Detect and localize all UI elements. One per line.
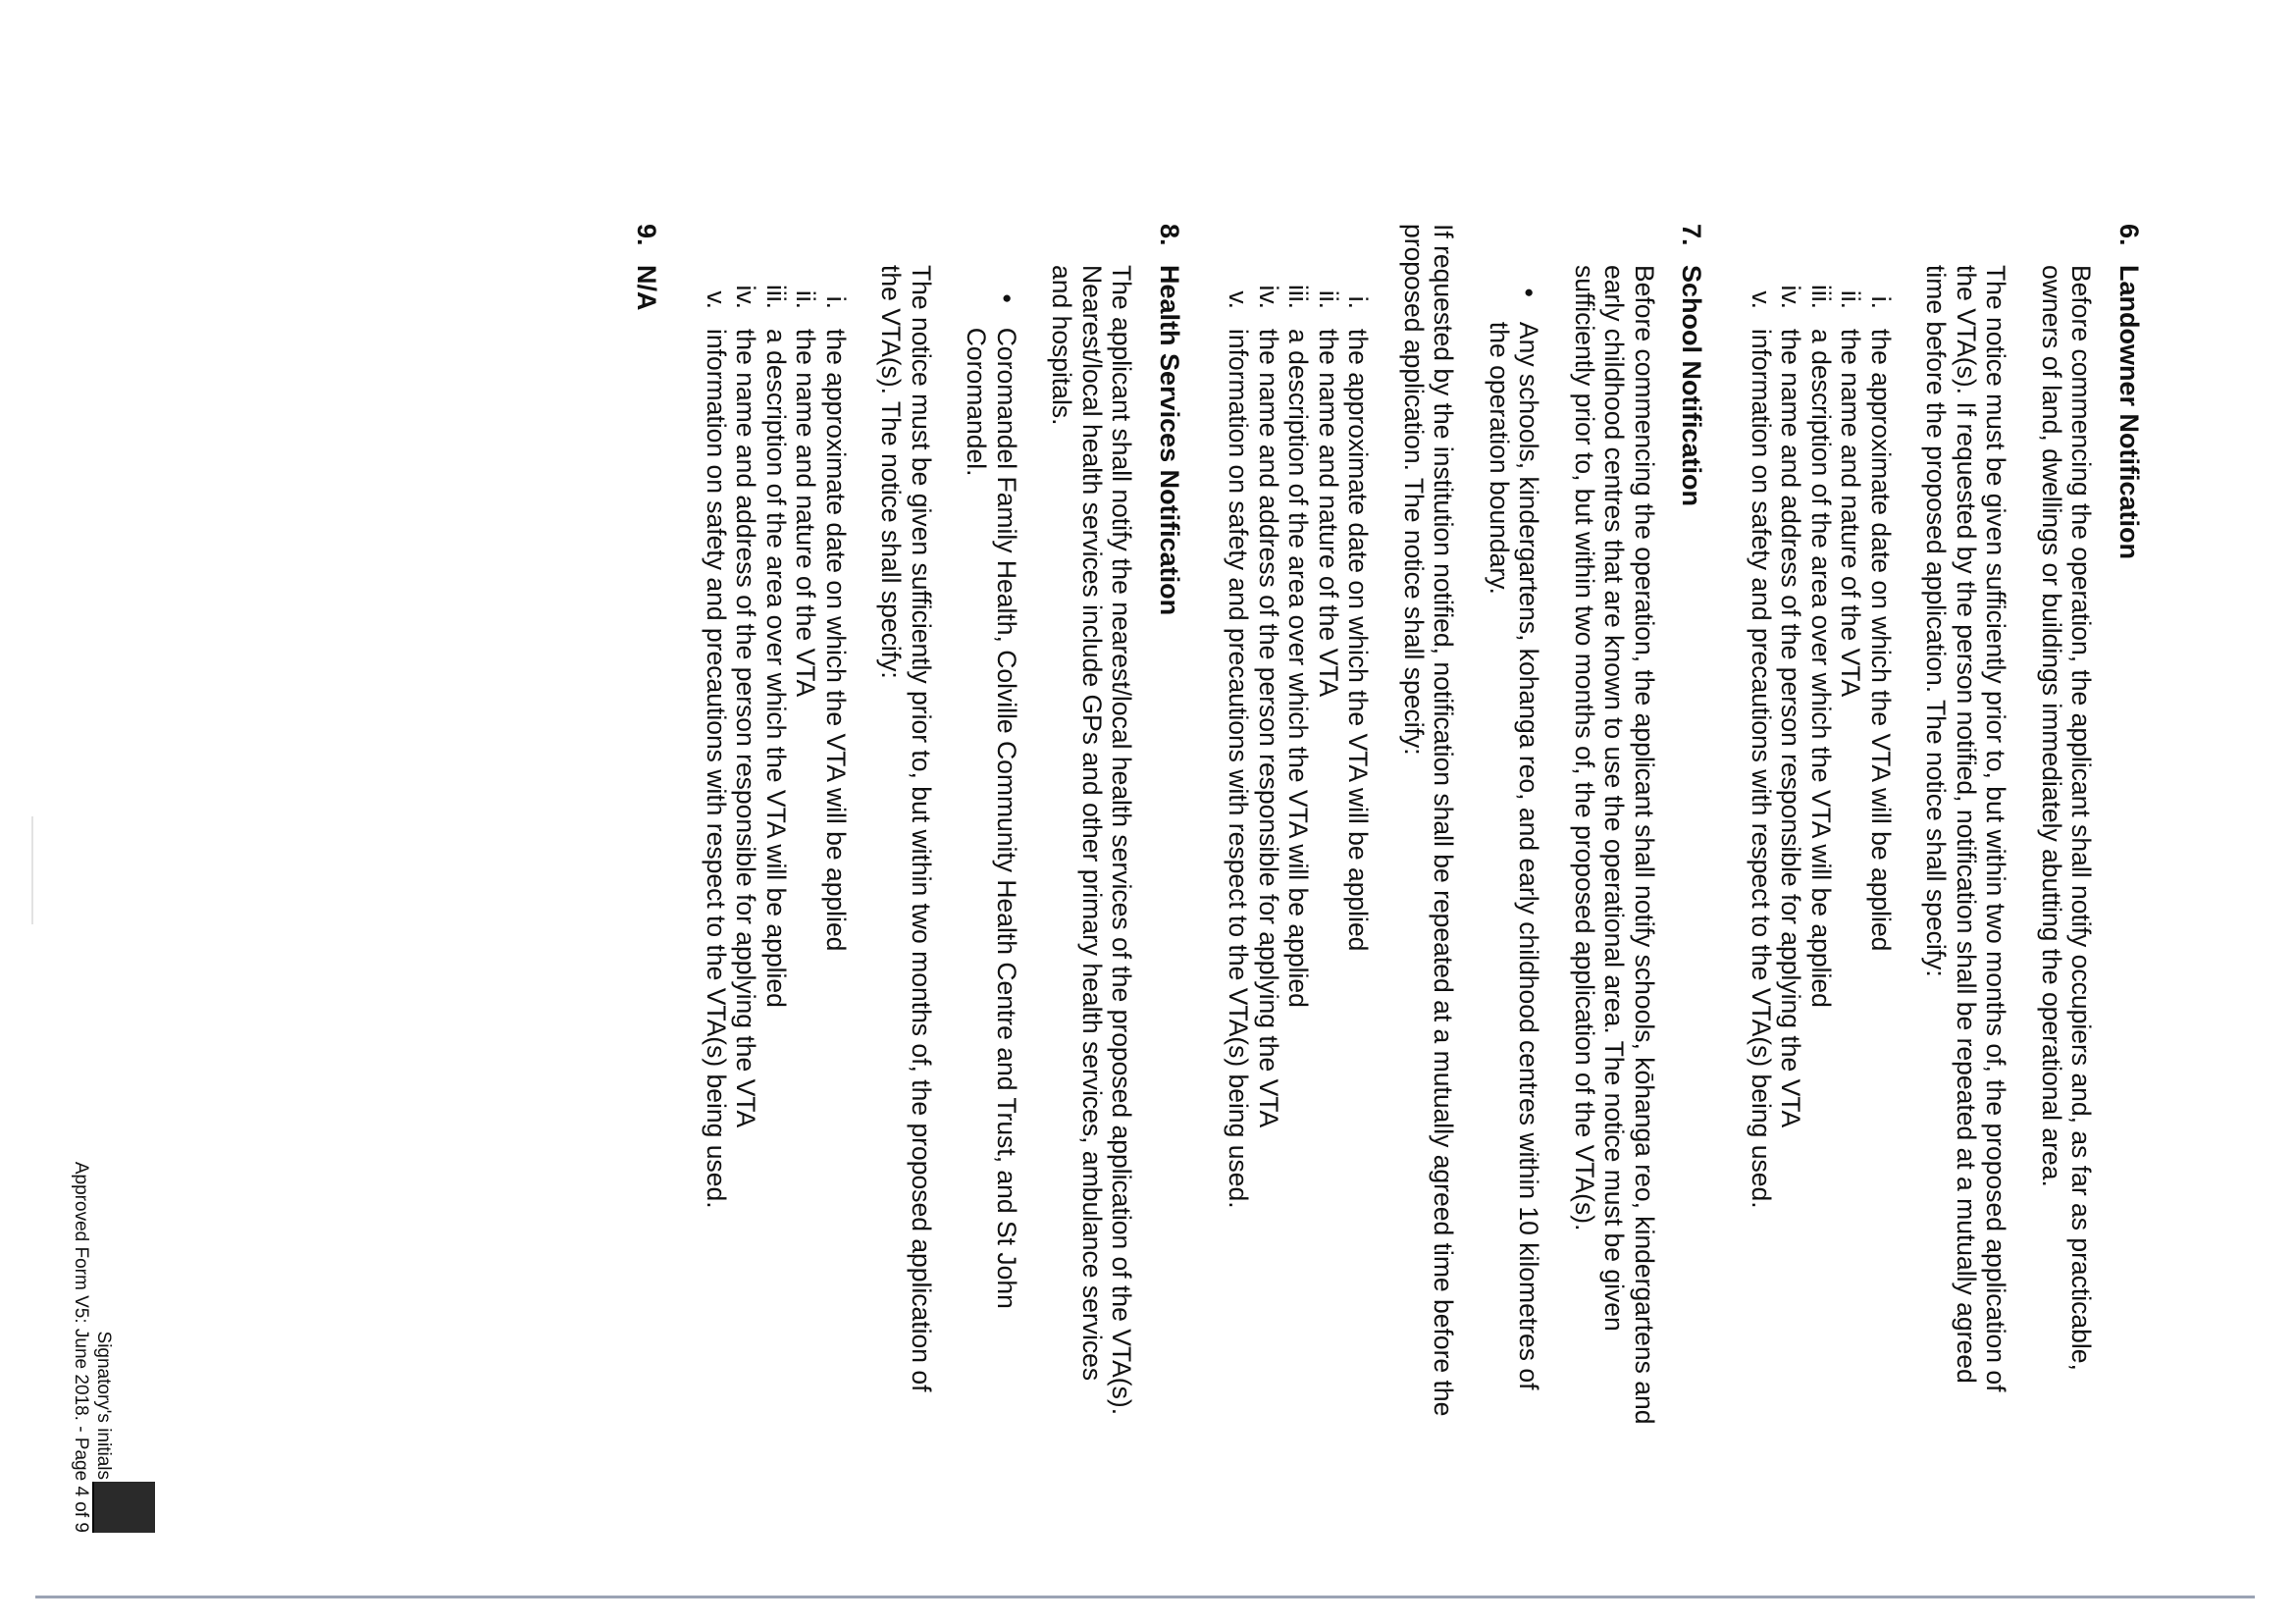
section-heading [632,224,662,1431]
item-number: iii. [1806,284,1836,309]
section-health-services-notification [702,224,1185,1431]
bullet-text: Coromandel Family Health, Colville Community Health Centre and Trust, and St John Coromandel. [962,327,1021,1309]
item-number: i. [821,295,851,309]
item-number: iv. [731,285,761,309]
item-text: a description of the area over which the VTA will be applied [1283,329,1314,1008]
notice-paragraph: If requested by the institution notified, notification shall be repeated at a mutually agreed time before the proposed application. The notice shall specify: [1399,224,1459,1417]
page-footer [70,1162,155,1533]
item-text: the name and address of the person responsible for applying the VTA [1776,329,1806,1128]
notice-items [1747,265,1897,1431]
notice-paragraph: The notice must be given sufficiently prior to, but within two months of, the proposed application of the VTA(s). If requested by the person notified, notification shall be repeated at a mutually agreed time before the proposed application. The notice shall specify: [1921,265,2011,1392]
list-item [1776,265,1806,1431]
section-heading [1155,224,1185,1431]
list-item [702,265,732,1431]
bullet-item [962,265,1021,1431]
item-number: i. [1343,295,1374,309]
item-text: the name and nature of the VTA [1314,329,1343,698]
section-number: 6. [2114,224,2144,246]
item-number: iii. [761,284,791,309]
redacted-initials-box [92,1482,155,1533]
list-item [1343,265,1374,1431]
item-text: the name and nature of the VTA [1836,329,1866,698]
item-text: information on safety and precautions with respect to the VTA(s) being used. [702,329,731,1209]
bullet-icon: • [992,293,1021,303]
item-text: the name and nature of the VTA [791,329,821,698]
list-item [1283,265,1314,1431]
item-text: the approximate date on which the VTA will be applied [1866,329,1896,952]
item-number: v. [1224,290,1254,309]
section-heading [1677,224,1707,1431]
item-text: the name and address of the person responsible for applying the VTA [731,329,761,1128]
section-number: 7. [1677,224,1707,246]
item-text: the approximate date on which the VTA will be applied [821,329,851,952]
initials-label: Signatory's initials [93,1331,114,1480]
section-title: School Notification [1677,265,1707,506]
section-landowner-notification [1747,224,2145,1431]
item-number: ii. [1836,289,1866,309]
section-title: N/A [632,265,662,311]
section-nine [632,224,662,1431]
item-number: iv. [1776,285,1806,309]
form-version-line: Approved Form V5: June 2018. - Page 4 of 9 [71,1161,91,1533]
item-text: the name and address of the person responsible for applying the VTA [1254,329,1283,1128]
section-intro: Before commencing the operation, the applicant shall notify schools, kōhanga reo, kindergartens and early childhood centres that are known to use the operational area. The notice must be given sufficiently prior to, but within two months of, the proposed application of the VTA(s). [1570,265,1659,1425]
list-item [1806,265,1837,1431]
bullet-list [1485,265,1544,1431]
bullet-text: Any schools, kindergartens, kohanga reo, and early childhood centres within 10 kilometres of the operation boundary. [1485,321,1544,1390]
item-number: v. [702,290,731,309]
section-school-notification [1224,224,1707,1431]
bullet-icon: • [1514,288,1544,297]
initials-row [92,1162,155,1533]
section-intro: Before commencing the operation, the applicant shall notify occupiers and, as far as practicable, owners of land, dwellings or buildings immediately abutting the operational area. [2037,265,2097,1371]
notice-items [702,265,852,1431]
list-item [1836,265,1866,1431]
list-item [1224,265,1254,1431]
item-text: information on safety and precautions with respect to the VTA(s) being used. [1747,329,1776,1209]
item-number: i. [1866,295,1896,309]
item-number: v. [1747,290,1776,309]
list-item [821,265,852,1431]
list-item [1254,265,1284,1431]
item-text: information on safety and precautions with respect to the VTA(s) being used. [1224,329,1254,1209]
item-text: a description of the area over which the VTA will be applied [761,329,791,1008]
item-number: iv. [1254,285,1283,309]
section-intro: The applicant shall notify the nearest/local health services of the proposed application of the VTA(s). Nearest/local health services include GPs and other primary health services, ambulance services and hospitals. [1047,265,1137,1416]
item-number: ii. [1314,289,1343,309]
section-number: 8. [1155,224,1184,246]
item-number: iii. [1283,284,1314,309]
list-item [1747,265,1777,1431]
section-title: Health Services Notification [1155,265,1184,616]
section-number: 9. [632,224,662,246]
item-text: the approximate date on which the VTA will be applied [1343,329,1374,952]
list-item [731,265,761,1431]
item-text: a description of the area over which the VTA will be applied [1806,329,1836,1008]
section-title: Landowner Notification [2114,265,2144,559]
bullet-item [1485,265,1544,1431]
list-item [791,265,821,1431]
notice-items [1224,265,1374,1431]
item-number: ii. [791,289,821,309]
bullet-list [962,265,1021,1431]
list-item [761,265,792,1431]
page-content [614,224,2144,1431]
notice-paragraph: The notice must be given sufficiently prior to, but within two months of, the proposed application of the VTA(s). The notice shall specify: [876,265,936,1392]
list-item [1866,265,1897,1431]
list-item [1314,265,1344,1431]
section-heading [2114,224,2145,1431]
